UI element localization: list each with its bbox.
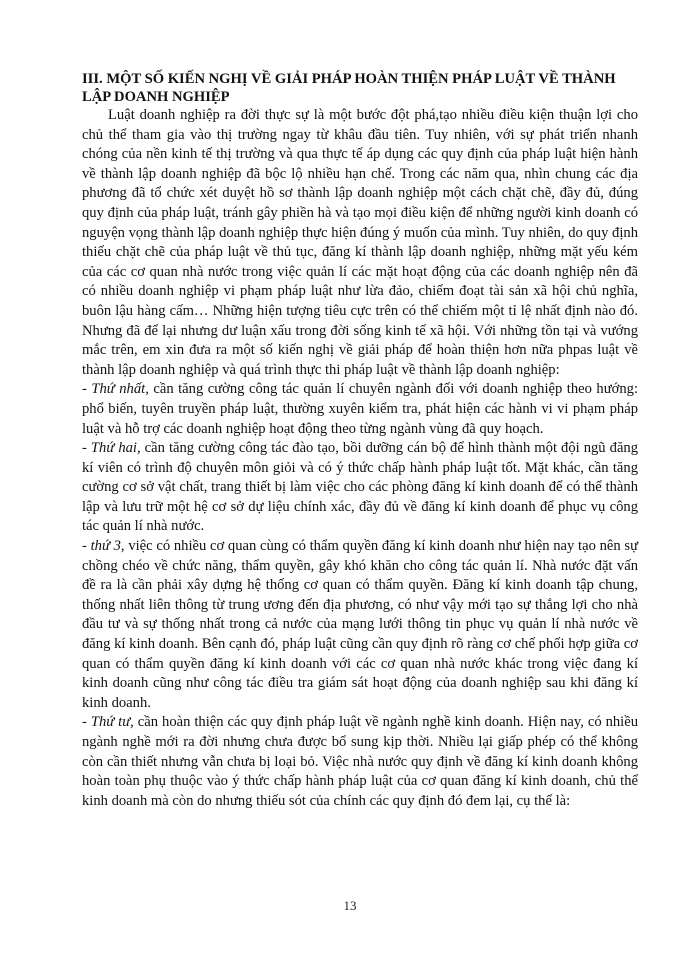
- item-dash: -: [82, 440, 91, 457]
- intro-paragraph: Luật doanh nghiệp ra đời thực sự là một bước đột phá,tạo nhiều điều kiện thuận lợi cho chủ thể tham gia vào thị trường ngay từ khâu đầu tiên. Tuy nhiên, với sự phát triển nhanh chóng của nền kinh tế thị trường và qua thực tế áp dụng các quy định của pháp luật hiện hành về thành lập doanh nghiệp đã bộc lộ nhiều hạn chế. Trong các năm qua, nhìn chung các địa phương đã tổ chức xét duyệt hồ sơ thành lập doanh nghiệp một cách chặt chẽ, đầy đủ, đúng quy định của pháp luật, tránh gây phiền hà và tạo mọi điều kiện để những người kinh doanh có nguyện vọng thành lập doanh nghiệp thực hiện đúng ý muốn của mình. Tuy nhiên, do quy định thiếu chặt chẽ của pháp luật về thủ tục, đăng kí thành lập doanh nghiệp, những mặt yếu kém của các cơ quan nhà nước trong việc quản lí các mặt hoạt động của các doanh nghiệp nên đã có nhiều doanh nghiệp vi phạm pháp luật như lừa đảo, chiếm đoạt tài sản xã hội chủ nghĩa, buôn lậu hàng cấm… Những hiện tượng tiêu cực trên có thể chiếm một tỉ lệ nhất định nào đó. Nhưng đã để lại nhưng dư luận xấu trong đời sống kinh tế xã hội. Với những tồn tại và vướng mắc trên, em xin đưa ra một số kiến nghị về giải pháp để hoàn thiện hơn nữa phpas luật về thành lập doanh nghiệp và quá trình thực thi pháp luật về thành lập doanh nghiệp:: [82, 107, 638, 378]
- item-text: việc có nhiều cơ quan cùng có thẩm quyền đăng kí kinh doanh như hiện nay tạo nên sự chồng chéo về chức năng, thẩm quyền, gây khó khăn cho công tác quản lí. Nhà nước đặt vấn đề ra là cần phải xây dựng hệ thống cơ quan có thẩm quyền. Đăng kí kinh doanh tập chung, thống nhất liên thông từ trung ương đến địa phương, có như vậy mới tạo sự thắng lợi cho nhà đầu tư và sự thống nhất trong cả nước của mạng lưới thông tin phục vụ quản lí nhà nước về đăng kí kinh doanh. Bên cạnh đó, pháp luật cũng cần quy định rõ ràng cơ chế phối hợp giữa cơ quan có thẩm quyền đăng kí kinh doanh với các cơ quan nhà nước khác trong việc đang kí kinh doanh cũng như công tác điều tra giám sát hoạt động của doanh nghiệp sau khi đăng kí kinh doanh.: [82, 538, 638, 711]
- item-text: cần hoàn thiện các quy định pháp luật về ngành nghề kinh doanh. Hiện nay, có nhiều ngành nghề mới ra đời nhưng chưa được bổ sung kịp thời. Nhiều lại giấp phép có thể không còn cần thiết nhưng vẫn chưa bị loại bỏ. Việc nhà nước quy định về đăng kí kinh doanh không hoàn toàn phụ thuộc vào ý thức chấp hành pháp luật của cơ quan đăng kí kinh doanh, chủ thể kinh doanh mà còn do nhưng thiếu sót của chính các quy định đó đem lại, cụ thể là:: [82, 714, 638, 809]
- section-heading: III. MỘT SỐ KIẾN NGHỊ VỀ GIẢI PHÁP HOÀN THIỆN PHÁP LUẬT VỀ THÀNH LẬP DOANH NGHIỆP: [82, 71, 616, 105]
- item-lead: Thứ tư,: [90, 714, 134, 731]
- item-lead: Thứ nhất,: [91, 381, 149, 398]
- item-dash: -: [82, 381, 92, 398]
- document-page: [82, 70, 638, 811]
- list-item: [82, 713, 638, 811]
- item-text: cần tăng cường công tác đào tạo, bồi dưỡng cán bộ để hình thành một đội ngũ đăng kí viên có trình độ chuyên môn giỏi và có ý thức chấp hành pháp luật tốt. Mặt khác, cần tăng cường cơ sở vật chất, trang thiết bị làm việc cho các phòng đăng kí kinh doanh để có thể thành lập và lưu trữ một hệ cơ sở dự liệu chính xác, đầy đủ về đăng kí kinh doanh để phục vụ công tác quản lí nhà nước.: [82, 440, 639, 535]
- list-item: [82, 380, 638, 439]
- page-number: 13: [343, 898, 357, 913]
- item-dash: -: [82, 538, 91, 555]
- item-lead: thứ 3,: [90, 538, 125, 555]
- list-item: [82, 537, 638, 713]
- item-dash: -: [82, 714, 91, 731]
- list-item: [82, 439, 638, 537]
- item-text: cần tăng cường công tác quản lí chuyên ngành đối với doanh nghiệp theo hướng: phổ biến, tuyên truyền pháp luật, thường xuyên kiểm tra, phát hiện các hành vi vi phạm pháp luật và hỗ trợ các doanh nghiệp hoạt động theo từng ngành vùng đã quy hoạch.: [82, 381, 638, 437]
- item-lead: Thứ hai,: [90, 440, 141, 457]
